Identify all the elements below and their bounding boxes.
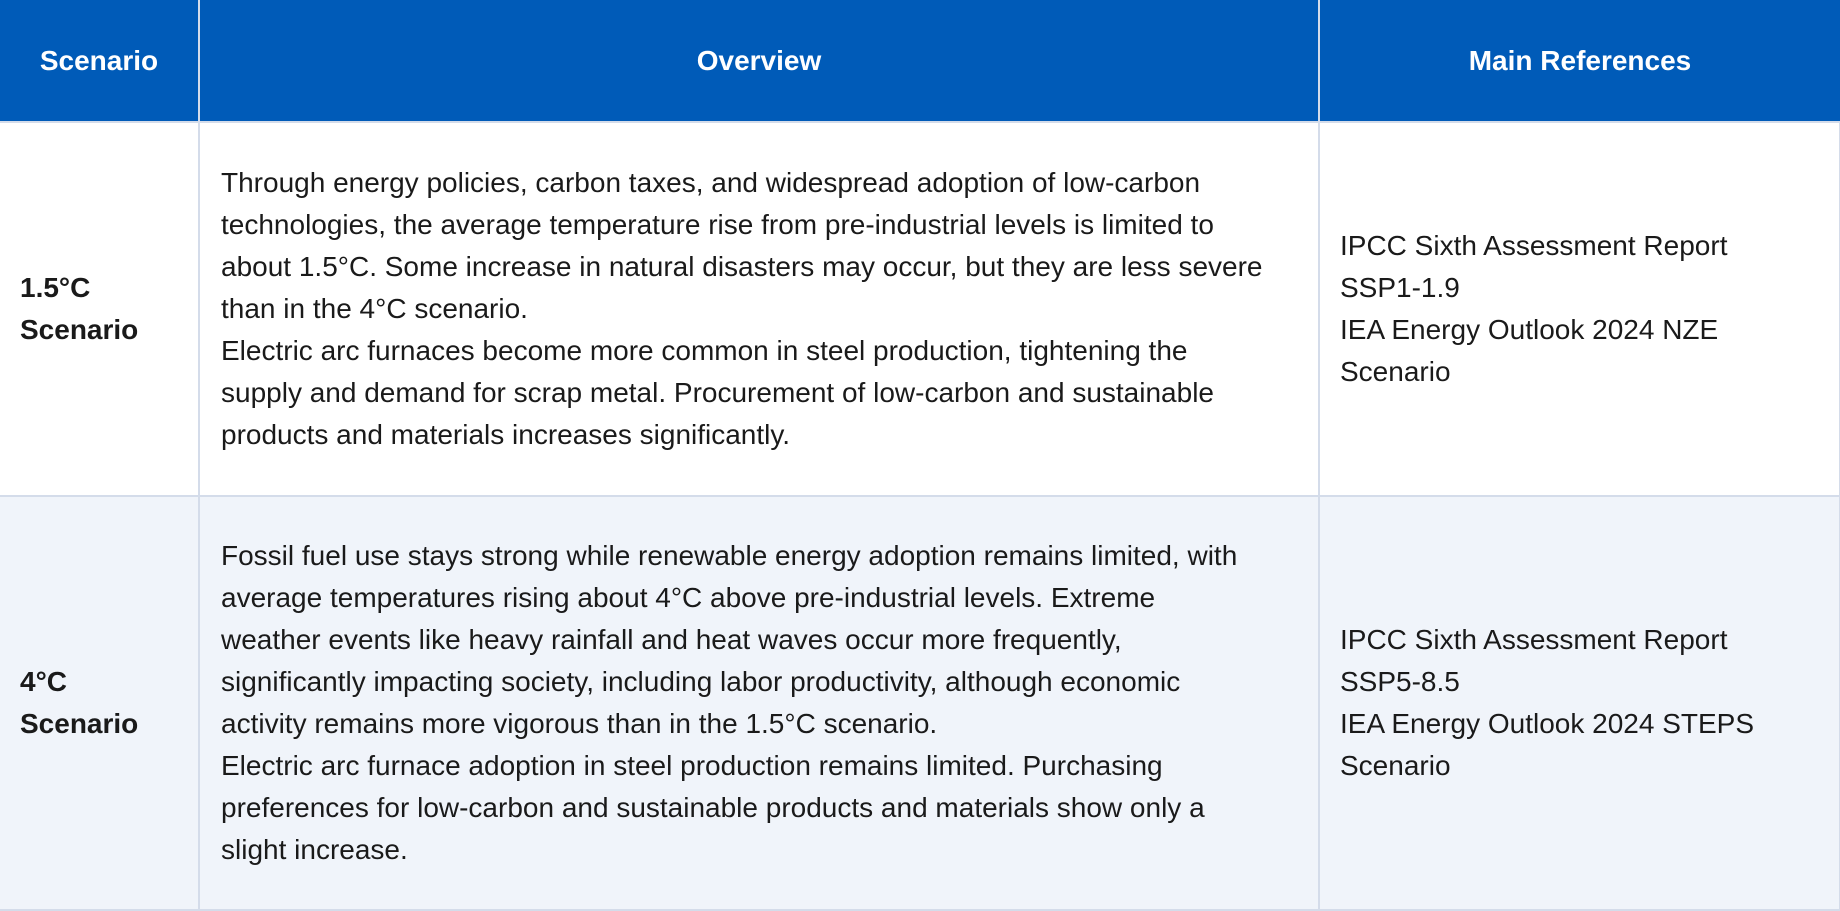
header-scenario: Scenario bbox=[0, 0, 199, 122]
scenario-name-line: 4°C bbox=[20, 666, 67, 697]
overview-line: slight increase. bbox=[221, 834, 408, 865]
table-header-row bbox=[0, 0, 1840, 122]
overview-line: weather events like heavy rainfall and heat waves occur more frequently, bbox=[221, 624, 1122, 655]
table-row-4c bbox=[0, 496, 1840, 910]
scenario-cell bbox=[0, 122, 199, 496]
reference-line: IPCC Sixth Assessment Report bbox=[1340, 230, 1728, 261]
overview-cell bbox=[199, 122, 1319, 496]
reference-line: SSP1-1.9 bbox=[1340, 272, 1460, 303]
overview-line: Through energy policies, carbon taxes, and widespread adoption of low-carbon bbox=[221, 167, 1201, 198]
scenario-name-line: Scenario bbox=[20, 708, 139, 739]
overview-line: products and materials increases significantly. bbox=[221, 419, 791, 450]
reference-line: SSP5-8.5 bbox=[1340, 666, 1460, 697]
overview-line: Electric arc furnace adoption in steel production remains limited. Purchasing bbox=[221, 750, 1163, 781]
overview-line: than in the 4°C scenario. bbox=[221, 293, 528, 324]
reference-line: Scenario bbox=[1340, 750, 1451, 781]
overview-line: Electric arc furnaces become more common in steel production, tightening the bbox=[221, 335, 1188, 366]
overview-line: supply and demand for scrap metal. Procurement of low-carbon and sustainable bbox=[221, 377, 1214, 408]
references-cell bbox=[1319, 496, 1840, 910]
references-cell bbox=[1319, 122, 1840, 496]
scenario-cell bbox=[0, 496, 199, 910]
overview-line: significantly impacting society, including labor productivity, although economic bbox=[221, 666, 1181, 697]
overview-line: activity remains more vigorous than in the 1.5°C scenario. bbox=[221, 708, 938, 739]
overview-line: preferences for low-carbon and sustainable products and materials show only a bbox=[221, 792, 1205, 823]
overview-line: technologies, the average temperature rise from pre-industrial levels is limited to bbox=[221, 209, 1214, 240]
reference-line: IEA Energy Outlook 2024 STEPS bbox=[1340, 708, 1755, 739]
overview-cell bbox=[199, 496, 1319, 910]
reference-line: Scenario bbox=[1340, 356, 1451, 387]
scenario-name-line: Scenario bbox=[20, 314, 139, 345]
overview-line: Fossil fuel use stays strong while renewable energy adoption remains limited, with bbox=[221, 540, 1238, 571]
scenario-name-line: 1.5°C bbox=[20, 272, 91, 303]
reference-line: IPCC Sixth Assessment Report bbox=[1340, 624, 1728, 655]
table-row-1-5c bbox=[0, 122, 1840, 496]
header-overview: Overview bbox=[199, 0, 1319, 122]
overview-line: about 1.5°C. Some increase in natural disasters may occur, but they are less severe bbox=[221, 251, 1263, 282]
header-main-references: Main References bbox=[1319, 0, 1840, 122]
overview-line: average temperatures rising about 4°C above pre-industrial levels. Extreme bbox=[221, 582, 1156, 613]
reference-line: IEA Energy Outlook 2024 NZE bbox=[1340, 314, 1719, 345]
